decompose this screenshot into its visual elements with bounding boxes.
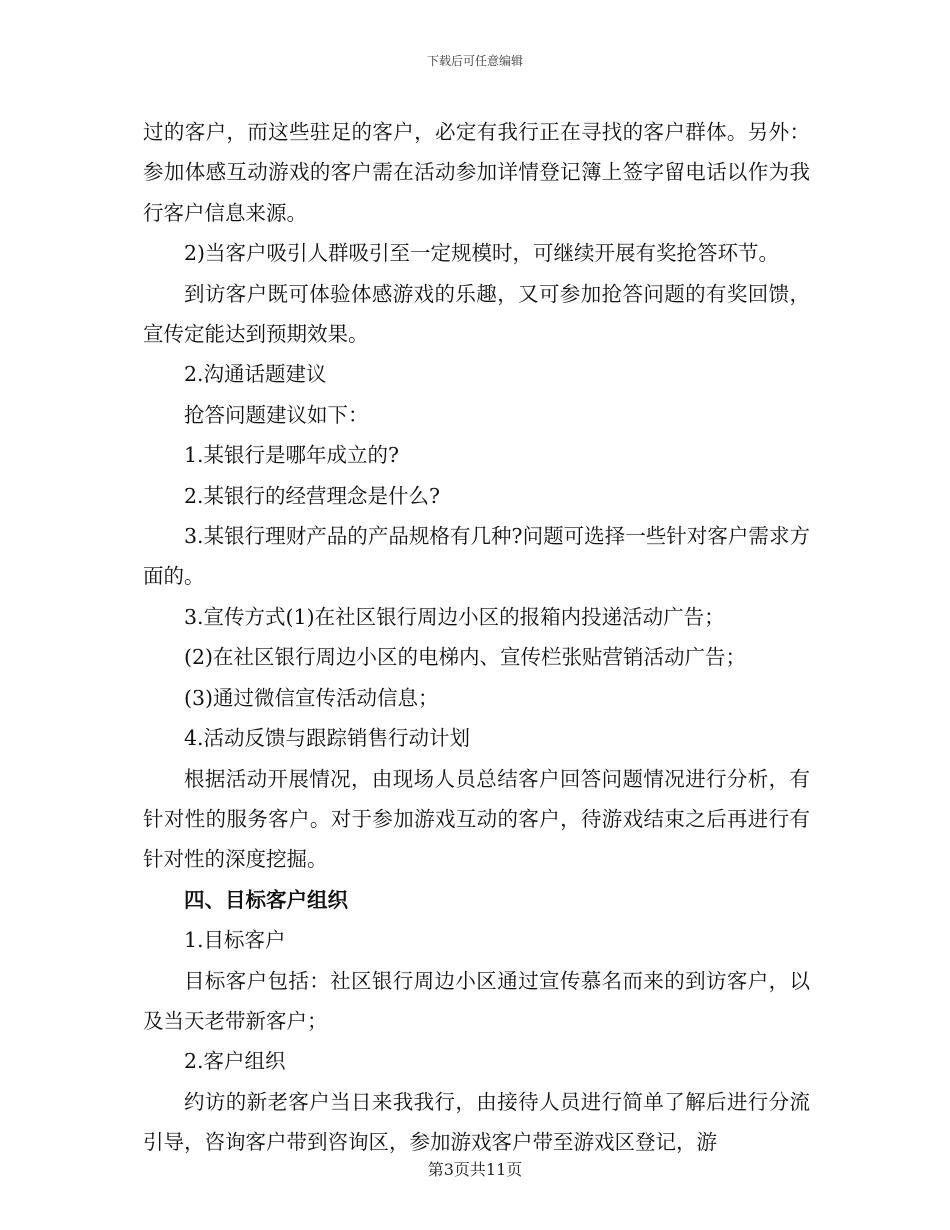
subheading: 2.客户组织	[184, 1049, 286, 1074]
paragraph: 根据活动开展情况，由现场人员总结客户回答问题情况进行分析，有针对性的服务客户。对于参加游戏互动的客户，待游戏结束之后再进行有针对性的深度挖掘。	[143, 766, 810, 872]
section-heading: 四、目标客户组织	[184, 887, 348, 912]
paragraph: 目标客户包括：社区银行周边小区通过宣传慕名而来的到访客户，以及当天老带新客户；	[143, 968, 810, 1033]
paragraph: 4.活动反馈与跟踪销售行动计划	[184, 726, 471, 751]
paragraph: 2)当客户吸引人群吸引至一定规模时，可继续开展有奖抢答环节。	[184, 241, 780, 266]
paragraph: 3.宣传方式(1)在社区银行周边小区的报箱内投递活动广告；	[184, 604, 725, 629]
paragraph: 过的客户，而这些驻足的客户，必定有我行正在寻找的客户群体。另外：参加体感互动游戏的客户需在活动参加详情登记簿上签字留电话以作为我行客户信息来源。	[143, 120, 810, 225]
subheading: 1.目标客户	[184, 928, 286, 953]
list-item: 1.某银行是哪年成立的?	[184, 443, 400, 468]
paragraph: 到访客户既可体验体感游戏的乐趣，又可参加抢答问题的有奖回馈，宣传定能达到预期效果。	[143, 281, 810, 347]
list-item: 3.某银行理财产品的产品规格有几种?问题可选择一些针对客户需求方面的。	[143, 524, 810, 589]
page-header: 下载后可任意编辑	[426, 54, 523, 68]
document-body	[143, 112, 810, 1163]
list-item: 2.某银行的经营理念是什么?	[184, 483, 441, 508]
page-footer: 第3页共11页	[427, 1160, 523, 1179]
paragraph: 2.沟通话题建议	[184, 362, 327, 387]
paragraph: 约访的新老客户当日来我我行，由接待人员进行简单了解后进行分流引导，咨询客户带到咨询区，参加游戏客户带至游戏区登记，游	[143, 1089, 810, 1155]
paragraph: 抢答问题建议如下：	[184, 402, 369, 427]
list-item: (3)通过微信宣传活动信息；	[184, 685, 439, 710]
list-item: (2)在社区银行周边小区的电梯内、宣传栏张贴营销活动广告；	[184, 645, 747, 670]
